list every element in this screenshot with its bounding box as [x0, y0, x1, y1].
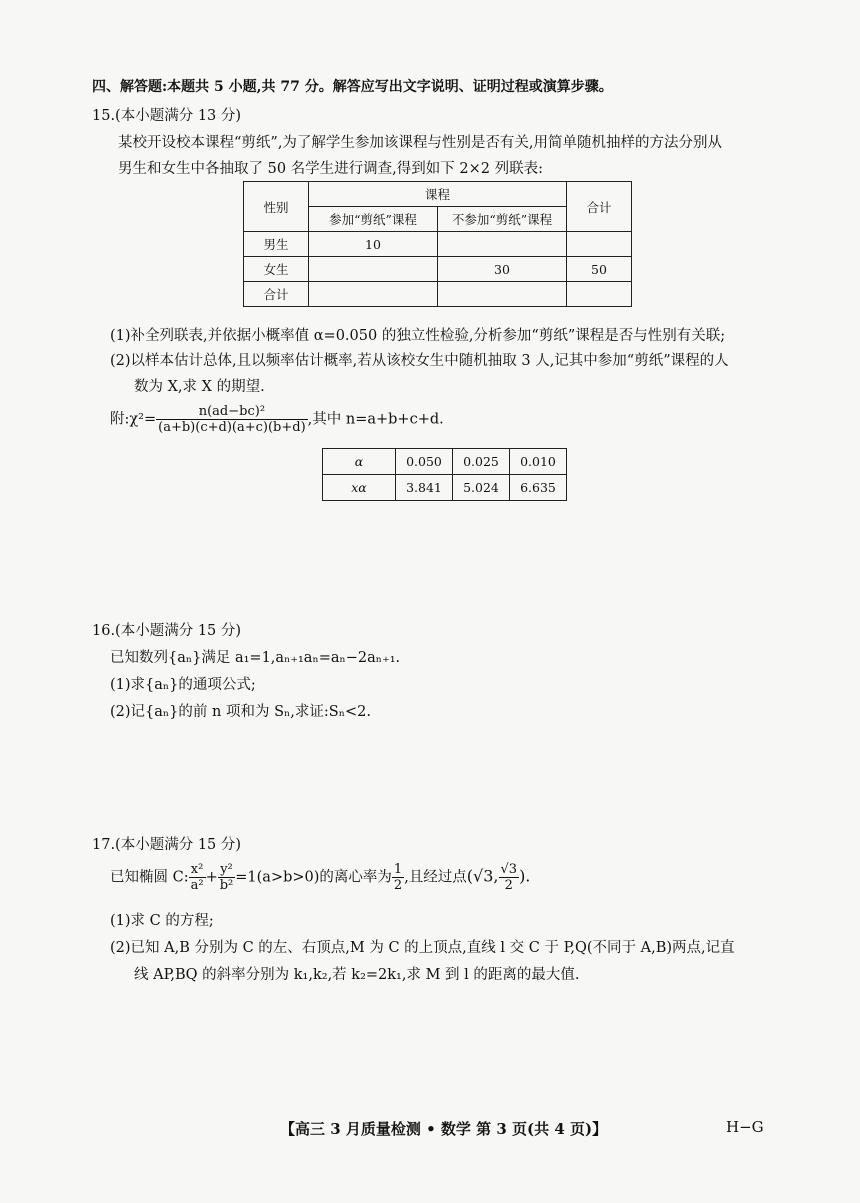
fraction-denominator: 2	[504, 878, 513, 893]
table-row-label: 合计	[244, 282, 309, 307]
table-cell: 0.025	[453, 449, 510, 475]
q17-part1: (1)求 C 的方程;	[110, 913, 214, 929]
table-row	[244, 232, 632, 257]
table-cell	[567, 282, 632, 307]
q15-part2-line1: (2)以样本估计总体,且以频率估计概率,若从该校女生中随机抽取 3 人,记其中参加“剪纸”课程的人	[110, 353, 729, 369]
formula-suffix: ,其中 n=a+b+c+d.	[307, 411, 444, 428]
q17-part2-line2: 线 AP,BQ 的斜率分别为 k₁,k₂,若 k₂=2k₁,求 M 到 l 的距离的最大值.	[134, 967, 580, 983]
q15-text-line1: 某校开设校本课程“剪纸”,为了解学生参加该课程与性别是否有关,用简单随机抽样的方法分别从	[118, 135, 723, 151]
table-cell: 6.635	[510, 475, 567, 501]
q17-text-b: =1(a>b>0)的离心率为	[235, 869, 392, 886]
q16-part1: (1)求{aₙ}的通项公式;	[110, 677, 256, 693]
plus-sign: +	[205, 869, 218, 886]
fraction-denominator: a²	[190, 878, 204, 893]
table-cell: 3.841	[396, 475, 453, 501]
critical-value-table	[322, 448, 567, 501]
q16-line1: 已知数列{aₙ}满足 a₁=1,aₙ₊₁aₙ=aₙ−2aₙ₊₁.	[110, 650, 401, 666]
fraction-x2-a2	[189, 862, 206, 893]
fraction-numerator: √3	[500, 862, 518, 877]
page-footer: 【高三 3 月质量检测 • 数学 第 3 页(共 4 页)】	[280, 1120, 608, 1138]
q17-line1	[110, 862, 530, 893]
table-course-header: 课程	[309, 182, 567, 207]
table-cell	[309, 257, 438, 282]
table-cell: 10	[309, 232, 438, 257]
table-row-label: 女生	[244, 257, 309, 282]
table-row	[244, 257, 632, 282]
q17-text-c: ,且经过点	[404, 869, 467, 886]
table-row	[244, 282, 632, 307]
fraction-sqrt3-over-2	[499, 862, 520, 893]
table-gender-header: 性别	[244, 182, 309, 232]
formula-fraction	[156, 404, 308, 435]
q15-part2-line2: 数为 X,求 X 的期望.	[134, 379, 265, 395]
chi-square-formula	[110, 404, 444, 435]
table-cell	[309, 282, 438, 307]
table-row	[323, 475, 567, 501]
fraction-numerator: y²	[218, 862, 236, 878]
section-title: 四、解答题:本题共 5 小题,共 77 分。解答应写出文字说明、证明过程或演算步骤。	[92, 79, 613, 95]
fraction-denominator: 2	[393, 878, 403, 893]
table-cell: 5.024	[453, 475, 510, 501]
table-cell	[438, 282, 567, 307]
q15-text-line2: 男生和女生中各抽取了 50 名学生进行调查,得到如下 2×2 列联表:	[118, 161, 543, 177]
formula-denominator: (a+b)(c+d)(a+c)(b+d)	[158, 420, 306, 435]
table-col-notjoin: 不参加“剪纸”课程	[438, 207, 567, 232]
fraction-denominator: b²	[219, 878, 234, 893]
table-cell: 0.010	[510, 449, 567, 475]
table-cell	[567, 232, 632, 257]
table-cell: 50	[567, 257, 632, 282]
contingency-table	[243, 181, 632, 307]
q17-part2-line1: (2)已知 A,B 分别为 C 的左、右顶点,M 为 C 的上顶点,直线 l 交 C 于 P,Q(不同于 A,B)两点,记直	[110, 940, 735, 956]
table-col-join: 参加“剪纸”课程	[309, 207, 438, 232]
formula-numerator: n(ad−bc)²	[156, 404, 308, 420]
point-open: (√3,	[466, 866, 499, 886]
table-cell: 30	[438, 257, 567, 282]
q17-text-a: 已知椭圆 C:	[110, 869, 189, 886]
q15-part1: (1)补全列联表,并依据小概率值 α=0.050 的独立性检验,分析参加“剪纸”课程是否与性别有关联;	[110, 328, 726, 344]
paper-code: H−G	[726, 1118, 764, 1136]
table-row	[323, 449, 567, 475]
alpha-label: α	[323, 449, 396, 475]
formula-prefix: 附:χ²=	[110, 411, 157, 428]
q16-header: 16.(本小题满分 15 分)	[92, 623, 242, 639]
point-close: ).	[519, 866, 531, 886]
fraction-one-half	[392, 862, 404, 893]
x-alpha-label: xα	[323, 475, 396, 501]
table-row-label: 男生	[244, 232, 309, 257]
table-cell	[438, 232, 567, 257]
fraction-numerator: 1	[393, 862, 403, 877]
q15-header: 15.(本小题满分 13 分)	[92, 108, 242, 124]
q16-part2: (2)记{aₙ}的前 n 项和为 Sₙ,求证:Sₙ<2.	[110, 704, 371, 720]
fraction-numerator: x²	[189, 862, 206, 878]
table-cell: 0.050	[396, 449, 453, 475]
fraction-y2-b2	[218, 862, 236, 893]
table-total-header: 合计	[567, 182, 632, 232]
q17-header: 17.(本小题满分 15 分)	[92, 837, 242, 853]
